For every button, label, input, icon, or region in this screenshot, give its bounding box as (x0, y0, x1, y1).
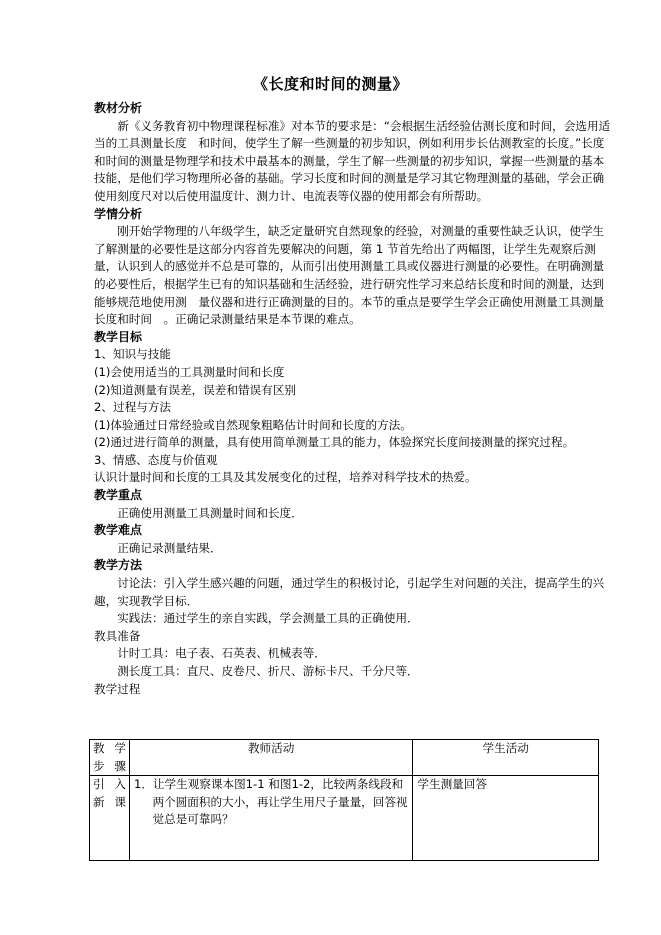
goal-process-methods: 2、过程与方法 (94, 400, 171, 415)
table-row (90, 776, 599, 861)
heading-teaching-methods: 教学方法 (94, 558, 143, 573)
key-point-text: 正确使用测量工具测量时间和长度． (117, 505, 303, 520)
textbook-analysis-paragraph: 新《义务教育初中物理课程标准》对本节的要求是：“会根据生活经验估测长度和时间，会选用适当的工具测量长度 和时间，使学生了解一些测量的初步知识，例如利用步长估测教室的长度。”长度和时间的测量是物理学和技术中最基本的测量，学生了解一些测量的初步知识，掌握一些测量的基本技能，是他们学习物理所必备的基础。学习长度和时间的测量是学习其它物理测量的基础，学会正确使用刻度尺对以后使用温度计、测力计、电流表等仪器的使用都会有所帮助。 (94, 118, 611, 203)
heading-student-analysis: 学情分析 (94, 206, 143, 221)
heading-teaching-aids: 教具准备 (94, 628, 141, 643)
goal-item: (1)体验通过日常经验或自然现象粗略估计时间和长度的方法。 (94, 417, 412, 432)
cell-student-activity: 学生测量回答 (413, 776, 599, 861)
document-body (94, 100, 614, 698)
table-header-row (90, 740, 599, 776)
student-analysis-paragraph: 刚开始学物理的八年级学生，缺乏定量研究自然现象的经验，对测量的重要性缺乏认识，使学生了解测量的必要性是这部分内容首先要解决的问题，第 1 节首先给出了两幅图，让学生先观察后测量，认识到人的感觉并不总是可靠的，从而引出使用测量工具或仪器进行测量的必要性。在明确测量的必要性后，根据学生已有的知识基础和生活经验，进行研究性学习来总结长度和时间的测量，达到能够规范地使用测 量仪器和进行正确测量的目的。本节的重点是要学生学会正确使用测量工具测量长度和时间 。正确记录测量结果是本节课的难点。 (94, 224, 605, 327)
teaching-process-table (89, 739, 599, 861)
cell-step: 引入新课 (90, 776, 130, 861)
method-discussion: 讨论法：引入学生感兴趣的问题，通过学生的积极讨论，引起学生对问题的关注，提高学生的兴趣，实现教学目标． (94, 576, 605, 608)
goal-item: (1)会使用适当的工具测量时间和长度 (94, 364, 285, 379)
goal-item: (2)通过进行简单的测量，具有使用简单测量工具的能力，体验探究长度间接测量的探究过程。 (94, 435, 575, 450)
aids-timing-tools: 计时工具：电子表、石英表、机械表等． (117, 646, 326, 661)
teacher-activity-text: 1．让学生观察课本图1-1 和图1-2，比较两条线段和两个圆面积的大小，再让学生用尺子量量，回答视觉总是可靠吗？ (133, 777, 408, 827)
page-title: 《长度和时间的测量》 (252, 75, 408, 93)
difficulty-text: 正确记录测量结果． (117, 540, 222, 555)
header-cell-teacher: 教师活动 (129, 740, 412, 776)
header-cell-student: 学生活动 (413, 740, 599, 776)
aids-length-tools: 测长度工具：直尺、皮卷尺、折尺、游标卡尺、千分尺等． (117, 664, 419, 678)
heading-teaching-process: 教学过程 (94, 681, 141, 696)
goal-attitudes-values: 3、情感、态度与价值观 (94, 452, 218, 467)
heading-teaching-goals: 教学目标 (94, 329, 143, 344)
method-practice: 实践法：通过学生的亲自实践，学会测量工具的正确使用． (117, 611, 419, 626)
heading-key-point: 教学重点 (94, 488, 143, 503)
header-cell-step: 教学步骤 (90, 740, 130, 776)
goal-knowledge-skills: 1、知识与技能 (94, 347, 171, 362)
goal-item: 认识计量时间和长度的工具及其发展变化的过程，培养对科学技术的热爱。 (94, 470, 477, 485)
heading-textbook-analysis: 教材分析 (94, 101, 143, 115)
heading-difficulty: 教学难点 (94, 523, 143, 538)
cell-teacher-activity (129, 776, 412, 861)
goal-item: (2)知道测量有误差，误差和错误有区别 (94, 382, 296, 397)
